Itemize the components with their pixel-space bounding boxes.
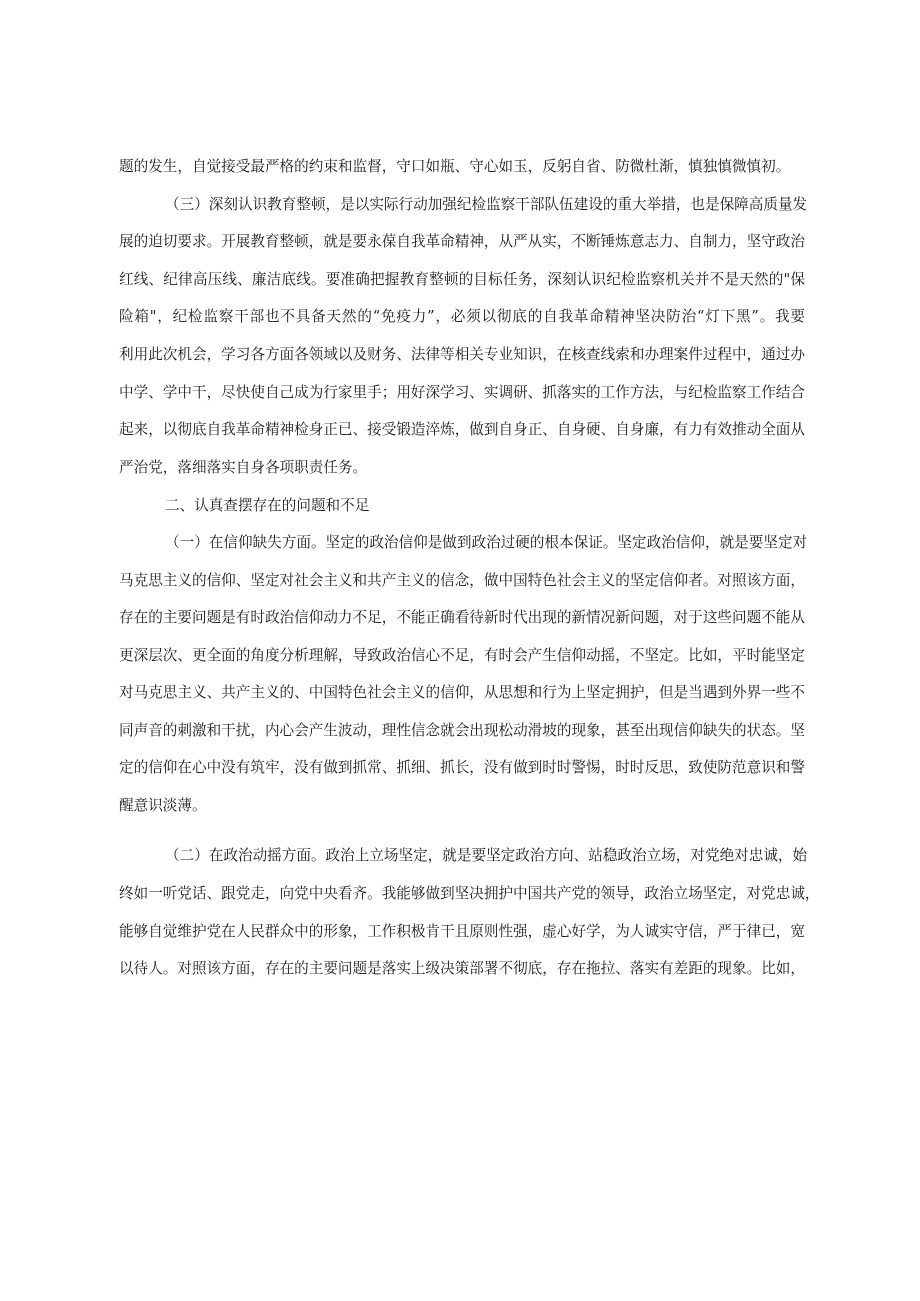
text-line: 对马克思主义、共产主义的、中国特色社会主义的信仰，从思想和行为上坚定拥护，但是当遇到外界一些不: [119, 684, 805, 701]
text-line: （一）在信仰缺失方面。坚定的政治信仰是做到政治过硬的根本保证。坚定政治信仰，就是要坚定对: [165, 534, 808, 551]
text-line: 中学、学中干，尽快使自己成为行家里手；用好深学习、实调研、抓落实的工作方法，与纪检监察工作结合: [119, 384, 805, 401]
text-line: 展的迫切要求。开展教育整顿，就是要永葆自我革命精神，从严从实，不断锤炼意志力、自制力，坚守政治: [119, 233, 805, 250]
text-line: 存在的主要问题是有时政治信仰动力不足，不能正确看待新时代出现的新情况新问题，对于这些问题不能从: [119, 609, 805, 626]
text-line: 同声音的刺激和干扰，内心会产生波动，理性信念就会出现松动滑坡的现象，甚至出现信仰缺失的状态。坚: [119, 722, 805, 739]
text-line: 终如一听党话、跟党走，向党中央看齐。我能够做到坚决拥护中国共产党的领导，政治立场坚定，对党忠诚，: [119, 885, 820, 902]
text-line: 险箱"，纪检监察干部也不具备天然的“免疫力”，必须以彻底的自我革命精神坚决防治“灯下黑”。我要: [119, 308, 805, 325]
text-line: （三）深刻认识教育整顿，是以实际行动加强纪检监察干部队伍建设的重大举措，也是保障高质量发: [165, 196, 808, 213]
text-line: 马克思主义的信仰、坚定对社会主义和共产主义的信念，做中国特色社会主义的坚定信仰者。对照该方面，: [119, 572, 805, 589]
text-line: 红线、纪律高压线、廉洁底线。要准确把握教育整顿的目标任务，深刻认识纪检监察机关并不是天然的"保: [119, 271, 805, 288]
text-line: 更深层次、更全面的角度分析理解，导致政治信心不足，有时会产生信仰动摇，不坚定。比如，平时能坚定: [119, 647, 805, 664]
text-line: 严治党，落细落实自身各项职责任务。: [119, 459, 368, 476]
text-line: 以待人。对照该方面，存在的主要问题是落实上级决策部署不彻底，存在拖拉、落实有差距的现象。比如，: [119, 960, 805, 977]
text-line: 定的信仰在心中没有筑牢，没有做到抓常、抓细、抓长，没有做到时时警惕，时时反思，致使防范意识和警: [119, 759, 805, 776]
text-line: （二）在政治动摇方面。政治上立场坚定，就是要坚定政治方向、站稳政治立场，对党绝对忠诚，始: [165, 847, 808, 864]
text-line: 能够自觉维护党在人民群众中的形象，工作积极肯干且原则性强，虚心好学，为人诚实守信，严于律已，宽: [119, 923, 805, 940]
text-line: 起来，以彻底自我革命精神检身正已、接受锻造淬炼，做到自身正、自身硬、自身廉，有力有效推动全面从: [119, 421, 805, 438]
text-line: 题的发生，自觉接受最严格的约束和监督，守口如瓶、守心如玉，反躬自省、防微杜渐，慎独慎微慎初。: [119, 158, 791, 175]
text-line: 醒意识淡薄。: [119, 797, 207, 814]
section-heading: 二、认真查摆存在的问题和不足: [165, 497, 370, 514]
text-line: 利用此次机会，学习各方面各领域以及财务、法律等相关专业知识，在核查线索和办理案件过程中，通过办: [119, 346, 805, 363]
